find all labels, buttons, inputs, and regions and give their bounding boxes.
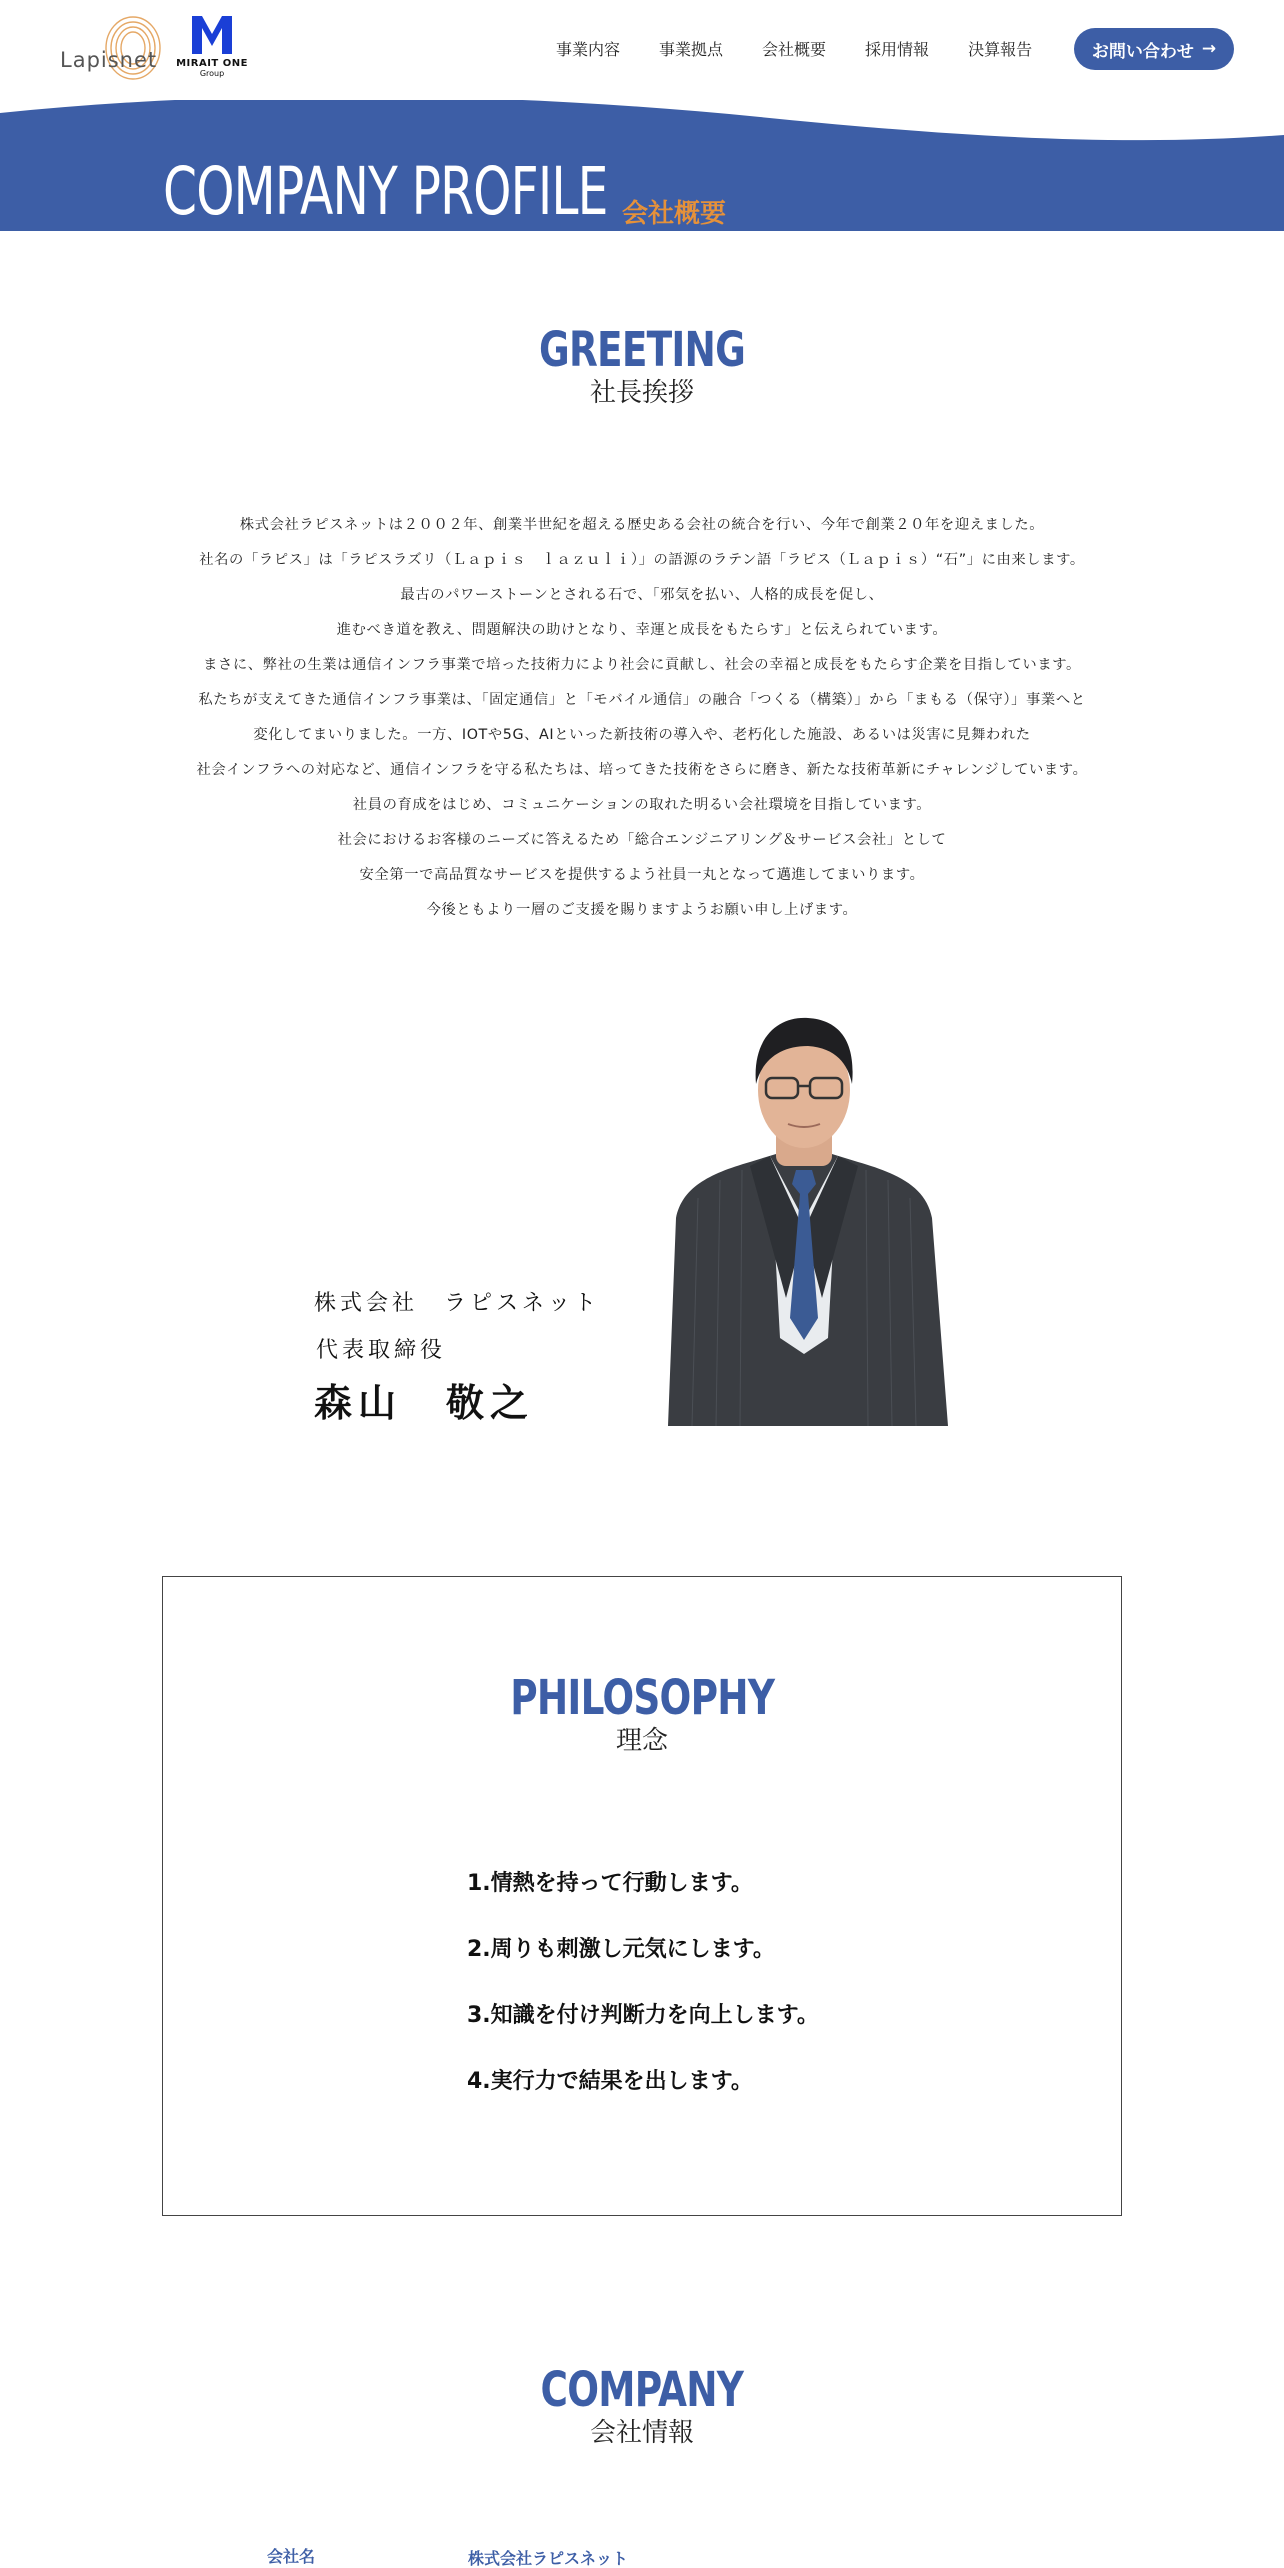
philosophy-item: 2.周りも刺激し元気にします。 (467, 1937, 775, 1962)
philosophy-list (467, 1866, 819, 2130)
mirait-one-logo[interactable] (172, 14, 252, 84)
ceo-company-name: 株式会社 ラピスネット (314, 1291, 601, 1316)
site-header (0, 0, 1284, 100)
lapisnet-logo-text: Lapisnet (60, 48, 158, 72)
company-heading (0, 2362, 1284, 2449)
greeting-line: まさに、弊社の生業は通信インフラ事業で培った技術力により社会に貢献し、社会の幸福と成長をもたらす企業を目指しています。 (203, 657, 1081, 673)
contact-button-label: お問い合わせ (1091, 41, 1194, 62)
philosophy-heading (0, 1670, 1284, 1757)
philosophy-heading-jp: 理念 (615, 1726, 668, 1756)
ceo-portrait (658, 998, 950, 1426)
page-banner (0, 95, 1284, 231)
arrow-right-icon: → (1201, 39, 1217, 59)
lapisnet-logo[interactable] (58, 14, 163, 84)
greeting-line: 変化してまいりました。一方、IOTや5G、AIといった新技術の導入や、老朽化した施設、あるいは災害に見舞われた (253, 727, 1031, 743)
greeting-line: 安全第一で高品質なサービスを提供するよう社員一丸となって邁進してまいります。 (359, 867, 925, 883)
greeting-message (120, 508, 1164, 928)
greeting-line: 最古のパワーストーンとされる石で、「邪気を払い、人格的成長を促し、 (400, 587, 884, 603)
philosophy-item: 3.知識を付け判断力を向上します。 (467, 2003, 819, 2028)
greeting-line: 社会におけるお客様のニーズに答えるため「総合エンジニアリング＆サービス会社」として (337, 832, 947, 848)
greeting-line: 社名の「ラピス」は「ラピスラズリ（Ｌａｐｉｓ ｌａｚｕｌｉ）」の語源のラテン語「ラピス（Ｌａｐｉｓ）“石”」に由来します。 (199, 552, 1085, 568)
greeting-line: 進むべき道を教え、問題解決の助けとなり、幸運と成長をもたらす」と伝えられています。 (336, 622, 948, 638)
nav-item-company[interactable]: 会社概要 (762, 40, 827, 59)
greeting-line: 私たちが支えてきた通信インフラ事業は、「固定通信」と「モバイル通信」の融合「つくる（構築）」から「まもる（保守）」事業へと (198, 692, 1086, 708)
ceo-title: 代表取締役 (316, 1338, 447, 1363)
philosophy-item: 1.情熱を持って行動します。 (467, 1871, 753, 1896)
greeting-line: 株式会社ラピスネットは２００２年、創業半世紀を超える歴史ある会社の統合を行い、今年で創業２０年を迎えました。 (239, 517, 1045, 533)
greeting-heading-en: GREETING (538, 322, 745, 378)
greeting-line: 今後ともより一層のご支援を賜りますようお願い申し上げます。 (426, 902, 858, 918)
company-name-value: 株式会社ラピスネット (468, 2549, 629, 2568)
greeting-heading-jp: 社長挨拶 (589, 378, 694, 408)
nav-item-recruit[interactable]: 採用情報 (865, 40, 930, 59)
nav-item-locations[interactable]: 事業拠点 (659, 40, 724, 59)
contact-button[interactable] (1074, 28, 1234, 70)
greeting-heading (0, 322, 1284, 409)
mirait-one-logo-sub: Group (199, 69, 225, 78)
company-heading-en: COMPANY (540, 2362, 744, 2418)
nav-item-financial[interactable]: 決算報告 (968, 40, 1033, 59)
mirait-one-mark-icon (188, 14, 236, 56)
philosophy-heading-en: PHILOSOPHY (510, 1670, 774, 1726)
page-subtitle: 会社概要 (622, 199, 727, 229)
greeting-line: 社員の育成をはじめ、コミュニケーションの取れた明るい会社環境を目指しています。 (352, 797, 932, 813)
page-title: COMPANY PROFILE (163, 153, 608, 230)
company-name-label: 会社名 (267, 2547, 316, 2566)
philosophy-item: 4.実行力で結果を出します。 (467, 2069, 753, 2094)
nav-item-business[interactable]: 事業内容 (556, 40, 621, 59)
greeting-line: 社会インフラへの対応など、通信インフラを守る私たちは、培ってきた技術をさらに磨き、新たな技術革新にチャレンジしています。 (196, 762, 1088, 778)
mirait-one-logo-text: MIRAIT ONE (176, 58, 248, 69)
main-nav (556, 37, 1071, 60)
company-heading-jp: 会社情報 (589, 2418, 694, 2448)
ceo-name: 森山 敬之 (314, 1380, 535, 1425)
